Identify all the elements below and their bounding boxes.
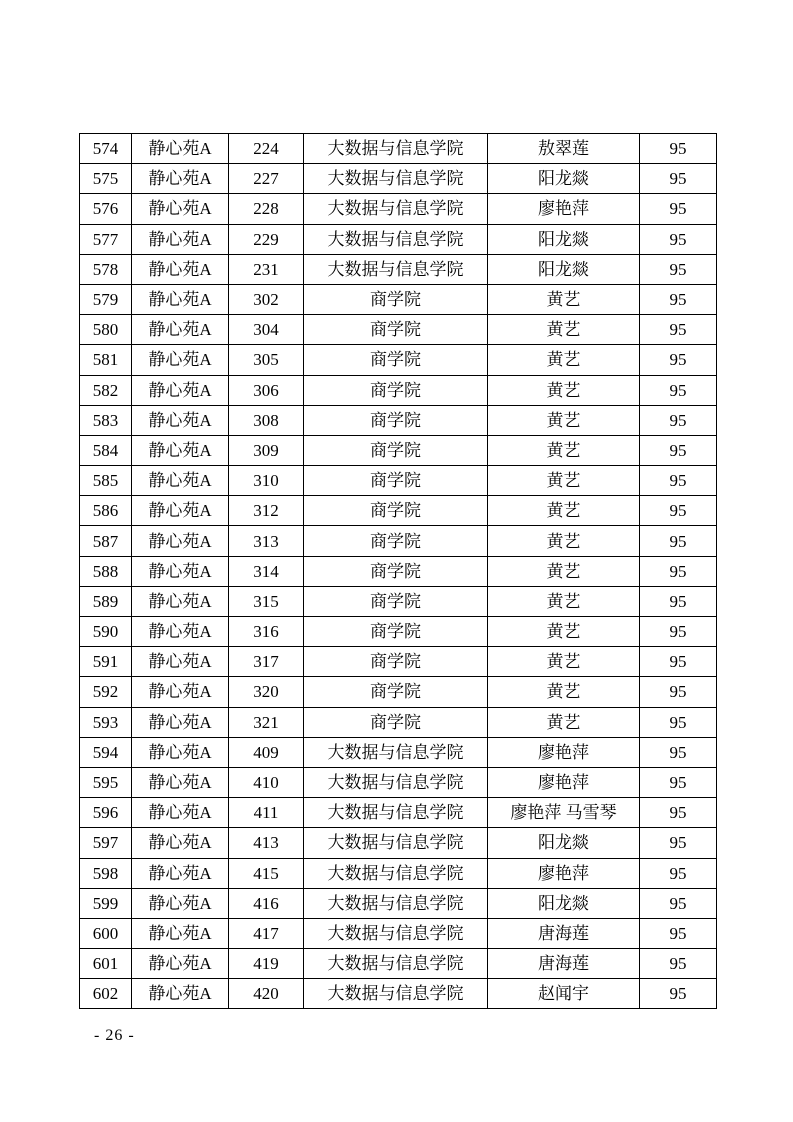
room-number-cell: 228	[229, 194, 304, 224]
serial-number-cell: 588	[80, 556, 132, 586]
college-cell: 大数据与信息学院	[304, 767, 488, 797]
building-cell: 静心苑A	[132, 284, 229, 314]
room-number-cell: 313	[229, 526, 304, 556]
counselor-cell: 廖艳萍	[488, 194, 640, 224]
room-number-cell: 229	[229, 224, 304, 254]
counselor-cell: 廖艳萍	[488, 767, 640, 797]
table-body	[80, 134, 717, 1009]
score-cell: 95	[640, 526, 717, 556]
serial-number-cell: 574	[80, 134, 132, 164]
room-number-cell: 224	[229, 134, 304, 164]
score-cell: 95	[640, 828, 717, 858]
building-cell: 静心苑A	[132, 194, 229, 224]
score-cell: 95	[640, 586, 717, 616]
table-row	[80, 677, 717, 707]
building-cell: 静心苑A	[132, 526, 229, 556]
room-number-cell: 302	[229, 284, 304, 314]
table-row	[80, 767, 717, 797]
building-cell: 静心苑A	[132, 949, 229, 979]
room-number-cell: 304	[229, 315, 304, 345]
counselor-cell: 黄艺	[488, 466, 640, 496]
table-row	[80, 828, 717, 858]
room-number-cell: 315	[229, 586, 304, 616]
table-row	[80, 405, 717, 435]
serial-number-cell: 599	[80, 888, 132, 918]
room-number-cell: 321	[229, 707, 304, 737]
counselor-cell: 黄艺	[488, 556, 640, 586]
building-cell: 静心苑A	[132, 767, 229, 797]
table-row	[80, 134, 717, 164]
counselor-cell: 黄艺	[488, 345, 640, 375]
score-cell: 95	[640, 707, 717, 737]
table-row	[80, 254, 717, 284]
counselor-cell: 廖艳萍	[488, 858, 640, 888]
college-cell: 商学院	[304, 617, 488, 647]
counselor-cell: 黄艺	[488, 375, 640, 405]
serial-number-cell: 590	[80, 617, 132, 647]
room-number-cell: 410	[229, 767, 304, 797]
counselor-cell: 黄艺	[488, 647, 640, 677]
serial-number-cell: 576	[80, 194, 132, 224]
score-cell: 95	[640, 224, 717, 254]
table-row	[80, 526, 717, 556]
college-cell: 大数据与信息学院	[304, 979, 488, 1009]
building-cell: 静心苑A	[132, 737, 229, 767]
serial-number-cell: 578	[80, 254, 132, 284]
building-cell: 静心苑A	[132, 828, 229, 858]
building-cell: 静心苑A	[132, 617, 229, 647]
serial-number-cell: 589	[80, 586, 132, 616]
score-cell: 95	[640, 375, 717, 405]
college-cell: 大数据与信息学院	[304, 918, 488, 948]
serial-number-cell: 592	[80, 677, 132, 707]
building-cell: 静心苑A	[132, 224, 229, 254]
serial-number-cell: 602	[80, 979, 132, 1009]
serial-number-cell: 597	[80, 828, 132, 858]
serial-number-cell: 594	[80, 737, 132, 767]
building-cell: 静心苑A	[132, 677, 229, 707]
counselor-cell: 黄艺	[488, 707, 640, 737]
serial-number-cell: 596	[80, 798, 132, 828]
room-number-cell: 312	[229, 496, 304, 526]
score-cell: 95	[640, 345, 717, 375]
college-cell: 商学院	[304, 435, 488, 465]
counselor-cell: 黄艺	[488, 586, 640, 616]
score-cell: 95	[640, 888, 717, 918]
table-row	[80, 284, 717, 314]
counselor-cell: 黄艺	[488, 526, 640, 556]
building-cell: 静心苑A	[132, 496, 229, 526]
table-row	[80, 888, 717, 918]
college-cell: 商学院	[304, 315, 488, 345]
building-cell: 静心苑A	[132, 858, 229, 888]
college-cell: 大数据与信息学院	[304, 134, 488, 164]
college-cell: 大数据与信息学院	[304, 798, 488, 828]
college-cell: 商学院	[304, 496, 488, 526]
room-number-cell: 305	[229, 345, 304, 375]
room-number-cell: 317	[229, 647, 304, 677]
score-cell: 95	[640, 737, 717, 767]
serial-number-cell: 586	[80, 496, 132, 526]
serial-number-cell: 598	[80, 858, 132, 888]
building-cell: 静心苑A	[132, 466, 229, 496]
score-cell: 95	[640, 164, 717, 194]
table-row	[80, 647, 717, 677]
table-row	[80, 435, 717, 465]
counselor-cell: 黄艺	[488, 496, 640, 526]
serial-number-cell: 600	[80, 918, 132, 948]
room-number-cell: 420	[229, 979, 304, 1009]
counselor-cell: 赵闻宇	[488, 979, 640, 1009]
table-row	[80, 586, 717, 616]
room-number-cell: 308	[229, 405, 304, 435]
room-number-cell: 316	[229, 617, 304, 647]
serial-number-cell: 591	[80, 647, 132, 677]
building-cell: 静心苑A	[132, 345, 229, 375]
table-row	[80, 979, 717, 1009]
score-cell: 95	[640, 254, 717, 284]
college-cell: 商学院	[304, 345, 488, 375]
table-row	[80, 858, 717, 888]
building-cell: 静心苑A	[132, 375, 229, 405]
college-cell: 商学院	[304, 375, 488, 405]
counselor-cell: 黄艺	[488, 315, 640, 345]
counselor-cell: 敖翠莲	[488, 134, 640, 164]
college-cell: 商学院	[304, 647, 488, 677]
college-cell: 商学院	[304, 466, 488, 496]
counselor-cell: 黄艺	[488, 405, 640, 435]
score-cell: 95	[640, 556, 717, 586]
table-row	[80, 707, 717, 737]
college-cell: 大数据与信息学院	[304, 888, 488, 918]
dormitory-score-table	[79, 133, 717, 1009]
table-row	[80, 556, 717, 586]
building-cell: 静心苑A	[132, 979, 229, 1009]
room-number-cell: 320	[229, 677, 304, 707]
table-row	[80, 375, 717, 405]
counselor-cell: 阳龙燚	[488, 164, 640, 194]
room-number-cell: 415	[229, 858, 304, 888]
counselor-cell: 黄艺	[488, 284, 640, 314]
score-cell: 95	[640, 284, 717, 314]
table-row	[80, 466, 717, 496]
college-cell: 大数据与信息学院	[304, 194, 488, 224]
score-cell: 95	[640, 858, 717, 888]
score-cell: 95	[640, 677, 717, 707]
building-cell: 静心苑A	[132, 405, 229, 435]
room-number-cell: 417	[229, 918, 304, 948]
building-cell: 静心苑A	[132, 254, 229, 284]
serial-number-cell: 601	[80, 949, 132, 979]
room-number-cell: 411	[229, 798, 304, 828]
room-number-cell: 227	[229, 164, 304, 194]
counselor-cell: 黄艺	[488, 435, 640, 465]
score-cell: 95	[640, 617, 717, 647]
college-cell: 大数据与信息学院	[304, 224, 488, 254]
score-cell: 95	[640, 405, 717, 435]
counselor-cell: 阳龙燚	[488, 828, 640, 858]
college-cell: 大数据与信息学院	[304, 164, 488, 194]
score-cell: 95	[640, 466, 717, 496]
building-cell: 静心苑A	[132, 918, 229, 948]
building-cell: 静心苑A	[132, 134, 229, 164]
college-cell: 商学院	[304, 526, 488, 556]
serial-number-cell: 587	[80, 526, 132, 556]
building-cell: 静心苑A	[132, 586, 229, 616]
serial-number-cell: 582	[80, 375, 132, 405]
serial-number-cell: 579	[80, 284, 132, 314]
serial-number-cell: 575	[80, 164, 132, 194]
room-number-cell: 419	[229, 949, 304, 979]
college-cell: 商学院	[304, 405, 488, 435]
table-row	[80, 949, 717, 979]
college-cell: 商学院	[304, 586, 488, 616]
score-cell: 95	[640, 918, 717, 948]
building-cell: 静心苑A	[132, 707, 229, 737]
college-cell: 大数据与信息学院	[304, 254, 488, 284]
building-cell: 静心苑A	[132, 888, 229, 918]
college-cell: 商学院	[304, 284, 488, 314]
college-cell: 商学院	[304, 556, 488, 586]
table-row	[80, 164, 717, 194]
counselor-cell: 黄艺	[488, 677, 640, 707]
score-cell: 95	[640, 315, 717, 345]
score-cell: 95	[640, 798, 717, 828]
college-cell: 商学院	[304, 707, 488, 737]
building-cell: 静心苑A	[132, 556, 229, 586]
table-row	[80, 798, 717, 828]
room-number-cell: 413	[229, 828, 304, 858]
serial-number-cell: 595	[80, 767, 132, 797]
college-cell: 大数据与信息学院	[304, 737, 488, 767]
college-cell: 大数据与信息学院	[304, 949, 488, 979]
college-cell: 商学院	[304, 677, 488, 707]
score-cell: 95	[640, 435, 717, 465]
serial-number-cell: 577	[80, 224, 132, 254]
building-cell: 静心苑A	[132, 798, 229, 828]
building-cell: 静心苑A	[132, 164, 229, 194]
score-cell: 95	[640, 647, 717, 677]
dormitory-score-table-container	[79, 133, 716, 1009]
room-number-cell: 231	[229, 254, 304, 284]
building-cell: 静心苑A	[132, 647, 229, 677]
counselor-cell: 廖艳萍 马雪琴	[488, 798, 640, 828]
serial-number-cell: 584	[80, 435, 132, 465]
building-cell: 静心苑A	[132, 315, 229, 345]
table-row	[80, 918, 717, 948]
page-number: - 26 -	[94, 1027, 135, 1044]
table-row	[80, 496, 717, 526]
counselor-cell: 唐海莲	[488, 949, 640, 979]
counselor-cell: 阳龙燚	[488, 888, 640, 918]
room-number-cell: 309	[229, 435, 304, 465]
counselor-cell: 阳龙燚	[488, 224, 640, 254]
room-number-cell: 416	[229, 888, 304, 918]
table-row	[80, 345, 717, 375]
table-row	[80, 194, 717, 224]
table-row	[80, 315, 717, 345]
counselor-cell: 廖艳萍	[488, 737, 640, 767]
college-cell: 大数据与信息学院	[304, 858, 488, 888]
room-number-cell: 310	[229, 466, 304, 496]
room-number-cell: 306	[229, 375, 304, 405]
counselor-cell: 唐海莲	[488, 918, 640, 948]
serial-number-cell: 585	[80, 466, 132, 496]
score-cell: 95	[640, 767, 717, 797]
counselor-cell: 黄艺	[488, 617, 640, 647]
score-cell: 95	[640, 979, 717, 1009]
score-cell: 95	[640, 134, 717, 164]
room-number-cell: 409	[229, 737, 304, 767]
serial-number-cell: 583	[80, 405, 132, 435]
building-cell: 静心苑A	[132, 435, 229, 465]
score-cell: 95	[640, 496, 717, 526]
college-cell: 大数据与信息学院	[304, 828, 488, 858]
counselor-cell: 阳龙燚	[488, 254, 640, 284]
table-row	[80, 617, 717, 647]
serial-number-cell: 593	[80, 707, 132, 737]
score-cell: 95	[640, 949, 717, 979]
serial-number-cell: 580	[80, 315, 132, 345]
table-row	[80, 737, 717, 767]
room-number-cell: 314	[229, 556, 304, 586]
table-row	[80, 224, 717, 254]
serial-number-cell: 581	[80, 345, 132, 375]
score-cell: 95	[640, 194, 717, 224]
